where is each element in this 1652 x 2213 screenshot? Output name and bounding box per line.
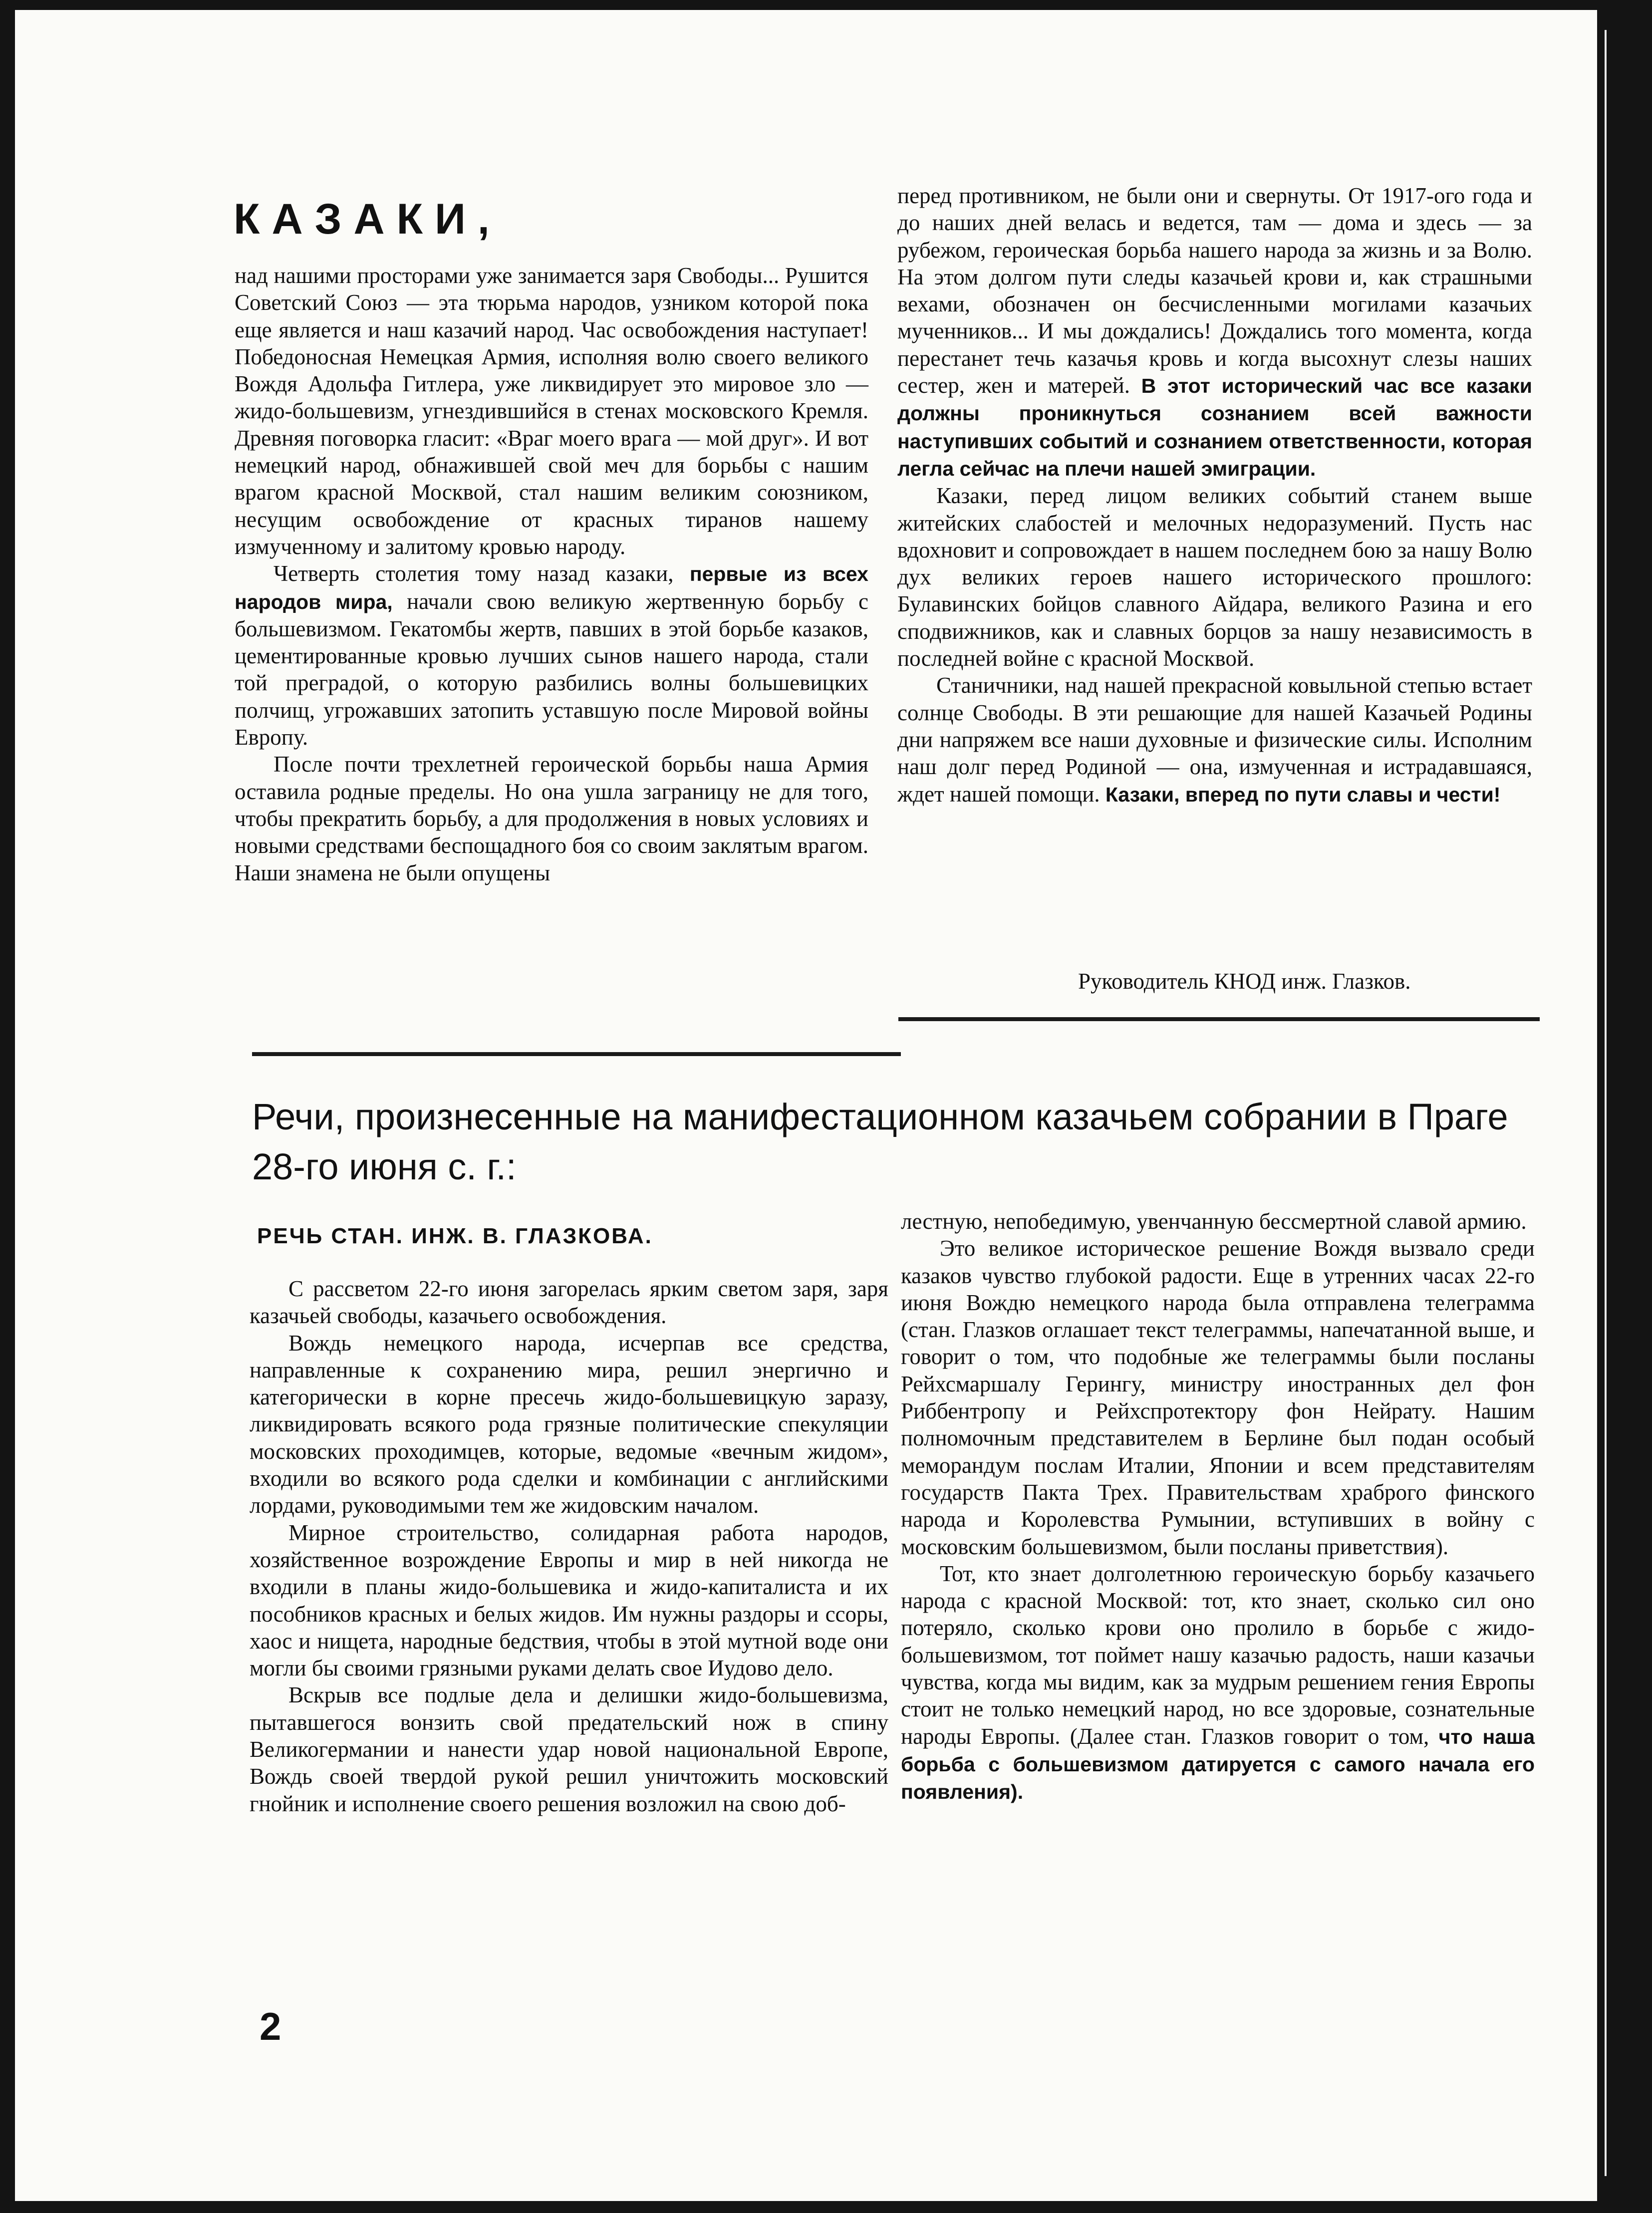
- newspaper-page: [15, 10, 1597, 2201]
- speech-right-column: [901, 1208, 1535, 1806]
- paragraph-text: Четверть столетия тому назад казаки,: [274, 561, 690, 586]
- paragraph: [897, 182, 1532, 482]
- paragraph-text: перед противником, не были они и свернуты. От 1917-ого года и до наших дней велась и ведется, там — дома и здесь — за рубежом, героическая борьба нашего народа за жизнь и за Волю. На этом долгом пути следы казачьей крови и, как страшными вехами, обозначен он бесчисленными могилами казачьих мученников... И мы дождались! Дождались того момента, когда перестанет течь казачья кровь и когда высохнут слезы наших сестер, жен и матерей.: [897, 183, 1532, 398]
- paragraph: лестную, непобедимую, увенчанную бессмертной славой армию.: [901, 1209, 1527, 1234]
- paragraph: Это великое историческое решение Вождя вызвало среди казаков чувство глубокой радости. Еще в утренних часах 22-го июня Вождю немецкого народа была отправлена телеграмма (стан. Глазков оглашает текст телеграммы, напечатанной выше, и говорит о том, что подобные же телеграммы были посланы Рейхсмаршалу Герингу, министру иностранных дел фон Риббентропу и Рейхспротектору фон Нейрату. Нашим полномочным представителем в Берлине был подан особый меморандум послам Италии, Японии и всем представителям государств Пакта Трех. Правительствам храброго финского народа и Королевства Румынии, вступивших в войну с московским большевизмом, были посланы приветствия).: [901, 1236, 1535, 1559]
- paragraph: [901, 1560, 1535, 1806]
- paragraph: После почти трехлетней героической борьбы наша Армия оставила родные пределы. Но она ушла заграницу не для того, чтобы прекратить борьбу, а для продолжения в новых условиях и новыми средствами беспощадного боя со своим заклятым врагом. Наши знамена не были опущены: [235, 752, 868, 885]
- paragraph-text: Тот, кто знает долголетнюю героическую борьбу казачьего народа с красной Москвой: тот, кто знает, сколько сил оно потеряло, сколько крови оно пролило в борьбе с жидо-большевизмом, тот поймет нашу казачью радость, наши казачьи чувства, когда мы видим, как за мудрым решением гения Европы стоит не только немецкий народ, но все здоровые, сознательные народы Европы. (Далее стан. Глазков говорит о том,: [901, 1561, 1535, 1749]
- bold-emphasis: первые из всех народов мира,: [235, 562, 868, 613]
- paragraph: над нашими просторами уже занимается заря Свободы... Рушится Советский Союз — эта тюрьма народов, узником которой пока еще является и наш казачий народ. Час освобождения наступает! Победоносная Немецкая Армия, исполняя волю своего великого Вождя Адольфа Гитлера, уже ликвидирует это мировое зло — жидо-большевизм, угнездившийся в стенах московского Кремля. Древняя поговорка гласит: «Враг моего врага — мой друг». И вот немецкий народ, обнажившей свой меч для борьбы с нашим врагом красной Москвой, стал нашим великим союзником, несущим освобождение от красных тиранов нашему измученному и залитому кровью народу.: [235, 263, 868, 559]
- paragraph: С рассветом 22-го июня загорелась ярким светом заря, заря казачьей свободы, казачьего освобождения.: [250, 1276, 888, 1329]
- paragraph: Вождь немецкого народа, исчерпав все средства, направленные к сохранению мира, решил энергично и категорически в корне пресечь жидо-большевицкую заразу, ликвидировать всякого рода грязные политические спекуляции московских проходимцев, которые, ведомые «вечным жидом», входили во всякого рода сделки и комбинации с английскими лордами, руководимыми тем же жидовским началом.: [250, 1330, 888, 1518]
- kazaki-left-column: [235, 262, 868, 886]
- speech-title: РЕЧЬ СТАН. ИНЖ. В. ГЛАЗКОВА.: [257, 1224, 653, 1248]
- divider-rule: [898, 1017, 1540, 1021]
- article-title: КАЗАКИ,: [234, 195, 502, 243]
- paragraph: Мирное строительство, солидарная работа народов, хозяйственное возрождение Европы и мир в ней никогда не входили в планы жидо-большевика и жидо-капиталиста и их пособников красных и белых жидов. Им нужны раздоры и ссоры, хаос и нищета, народные бедствия, чтобы в этой мутной воде они могли бы своими грязными руками делать свое Иудово дело.: [250, 1520, 888, 1681]
- paragraph: Казаки, перед лицом великих событий станем выше житейских слабостей и мелочных недоразумений. Пусть нас вдохновит и сопровождает в нашем последнем бою за нашу Волю дух великих героев нашего исторического прошлого: Булавинских бойцов славного Айдара, великого Разина и его сподвижников, как и славных борцов за нашу независимость в последней войне с красной Москвой.: [897, 483, 1532, 671]
- paragraph: [897, 672, 1532, 808]
- page-number: 2: [260, 2004, 281, 2048]
- paragraph-text: Станичники, над нашей прекрасной ковыльной степью встает солнце Свободы. В эти решающие для нашей Казачьей Родины дни напряжем все наши духовные и физические силы. Исполним наш долг перед Родиной — она, измученная и истрадавшаяся, ждет нашей помощи.: [897, 673, 1532, 807]
- signature: Руководитель КНОД инж. Глазков.: [1078, 969, 1411, 994]
- bold-emphasis: В этот исторический час все казаки должны проникнуться сознанием всей важности наступивших событий и сознанием ответственности, которая легла сейчас на плечи нашей эмиграции.: [897, 374, 1532, 480]
- paragraph-text: начали свою великую жертвенную борьбу с большевизмом. Гекатомбы жертв, павших в этой борьбе казаков, цементированные кровью лучших сынов нашего народа, стали той преградой, о которую разбились волны большевицких полчищ, угрожавших затопить уставшую после Мировой войны Европу.: [235, 588, 868, 750]
- divider-rule-lower: [252, 1052, 901, 1056]
- paragraph: [235, 560, 868, 751]
- speeches-headline: Речи, произнесенные на манифестационном казачьем собрании в Праге 28-го июня с. г.:: [252, 1096, 1508, 1187]
- page-edge-line: [1605, 30, 1607, 2176]
- bold-emphasis: что наша борьба с большевизмом датируется с самого начала его появления).: [901, 1725, 1535, 1804]
- paragraph: Вскрыв все подлые дела и делишки жидо-большевизма, пытавшегося вонзить свой предательский нож в спину Великогермании и нанести удар новой национальной Европе, Вождь своей твердой рукой решил уничтожить московский гнойник и исполнение своего решения возложил на свою доб-: [250, 1682, 888, 1816]
- bold-emphasis: Казаки, вперед по пути славы и чести!: [1105, 783, 1501, 806]
- speech-left-column: [250, 1275, 888, 1817]
- kazaki-right-column: [897, 182, 1532, 808]
